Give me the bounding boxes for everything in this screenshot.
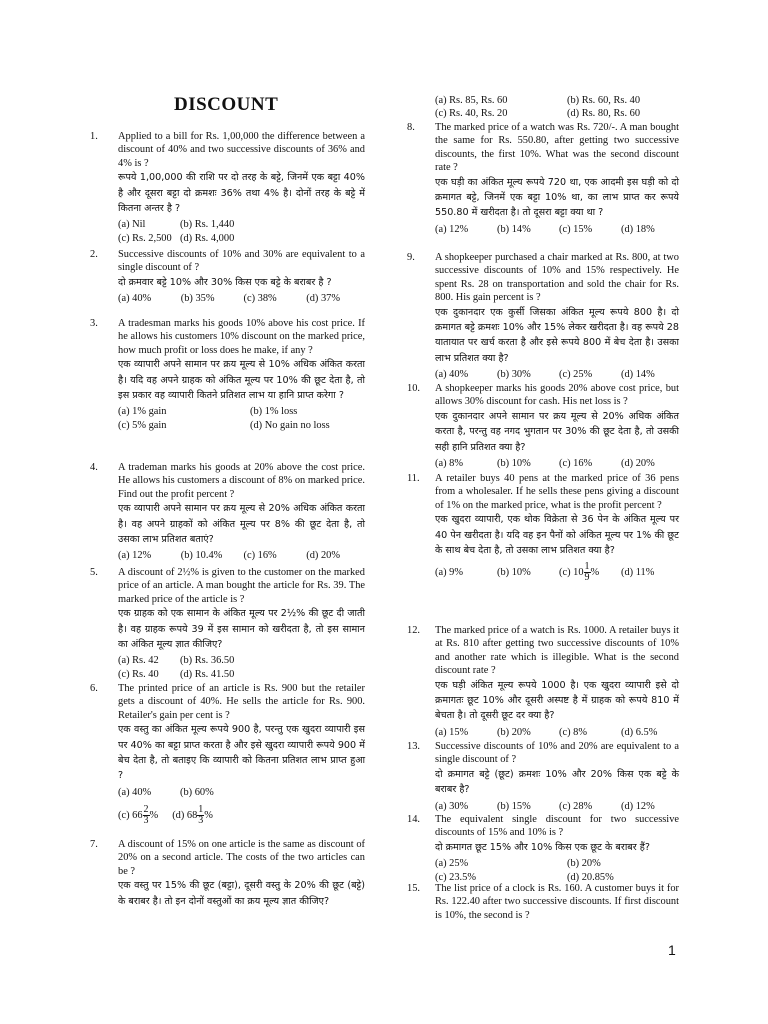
question-text-en: The marked price of a watch was Rs. 720/-. A man bought the same for Rs. 550.80, after getting two successive discounts, the first 10%. What was the second discount rate ?	[435, 122, 679, 174]
option-a: (a) 12%	[435, 223, 469, 235]
question-number: 2.	[90, 249, 98, 260]
option-c: (c) 28%	[559, 800, 593, 812]
option-d	[172, 805, 213, 826]
option-b: (b) Rs. 36.50	[180, 655, 235, 667]
option-d: (d) 20%	[621, 458, 655, 470]
options	[435, 223, 679, 236]
option-d: (d) Rs. 80, Rs. 60	[567, 108, 641, 120]
options	[118, 405, 365, 432]
question-number: 11.	[407, 473, 420, 484]
option-d: (d) No gain no loss	[250, 419, 330, 431]
option-d: (d) 14%	[621, 369, 655, 381]
options-fraction	[118, 805, 365, 826]
denominator: 9	[584, 572, 590, 584]
question-number: 14.	[407, 814, 420, 825]
question-text-hi: दो क्रमवार बट्टे 10% और 30% किस एक बट्टे के बराबर है ?	[118, 276, 332, 288]
question-text-hi: एक घड़ी अंकित मूल्य रूपये 1000 है। एक खुदरा व्यापारी इसे दो क्रमागतः छूट 10% और दूसरी अस्पष्ट है में ग्राहक को रूपये 810 में बेचता है। तो दूसरी छूट दर क्या है?	[435, 679, 679, 722]
question-text-en: A tradesman marks his goods 10% above his cost price. If he allows his customers 10% discount on the marked price, how much profit or loss does he make, if any ?	[118, 318, 365, 356]
option-d: (d) 6.5%	[621, 726, 658, 738]
denominator: 3	[143, 815, 149, 827]
question-text-hi: रूपये 1,00,000 की राशि पर दो तरह के बट्टे, जिनमें एक बट्टा 40% है और दूसरा बट्टा दो क्रमशः 36% तथा 4% है। दोनों तरह के बट्टे में कितना अन्तर है ?	[118, 172, 365, 215]
option-c: (c) Rs. 40	[118, 668, 159, 680]
options	[435, 457, 679, 470]
numerator: 1	[584, 561, 590, 573]
question-text-en: A discount of 15% on one article is the same as discount of 20% on a second article. The costs of the two articles can be ?	[118, 839, 365, 877]
denominator: 3	[198, 815, 204, 827]
option-d: (d) 20%	[306, 550, 341, 562]
options	[118, 654, 365, 681]
question-text-hi: एक व्यापारी अपने सामान पर क्रय मूल्य से 20% अधिक अंकित करता है। वह अपने ग्राहकों को अंकित मूल्य पर 8% की छूट देता है, तो उसका लाभ प्रतिशत बताएं?	[118, 503, 365, 546]
option-c: (c) 15%	[559, 223, 593, 235]
option-a: (a) 40%	[435, 369, 469, 381]
options	[435, 368, 679, 381]
question-text-en: The marked price of a watch is Rs. 1000. A retailer buys it at Rs. 810 after getting two successive discounts of 10% and another rate which is illegible. What is the second discount rate ?	[435, 625, 679, 677]
question-number: 15.	[407, 883, 420, 894]
option-b: (b) 15%	[497, 800, 531, 812]
percent-sign: %	[590, 567, 600, 579]
option-d: (d) Rs. 4,000	[180, 232, 235, 244]
question-text-en: Successive discounts of 10% and 20% are equivalent to a single discount of ?	[435, 741, 679, 766]
numerator: 1	[198, 804, 204, 816]
question-number: 10.	[407, 383, 420, 394]
question-number: 1.	[90, 131, 98, 142]
option-c	[118, 805, 158, 826]
option-d: (d) 18%	[621, 223, 655, 235]
option-d-whole: (d) 68	[172, 810, 198, 822]
question-text-hi: एक वस्तु पर 15% की छूट (बट्टा), दूसरी वस्तु के 20% की छूट (बट्टे) के बराबर है। तो इन दोनों वस्तुओं का क्रय मूल्य ज्ञात कीजिए?	[118, 880, 365, 907]
option-d: (d) 11%	[621, 567, 655, 579]
options	[118, 786, 365, 799]
option-a: (a) 15%	[435, 726, 469, 738]
question-text-en: A discount of 2½% is given to the customer on the marked price of an article. A man bought the article for Rs. 39. The marked price of the article is ?	[118, 567, 365, 605]
question-number: 9.	[407, 252, 415, 263]
option-a: (a) Rs. 85, Rs. 60	[435, 95, 508, 106]
question-text-hi: एक दुकानदार अपने सामान पर क्रय मूल्य से 20% अधिक अंकित करता है, परन्तु वह नगद भुगतान पर 30% की छूट देता है, तो उसकी सही हानि प्रतिशत क्या है?	[435, 410, 679, 453]
option-a: (a) 40%	[118, 293, 152, 305]
option-b: (b) 35%	[180, 293, 215, 305]
question-number: 5.	[90, 567, 98, 578]
option-d: (d) Rs. 41.50	[180, 668, 235, 680]
option-a: (a) Nil	[118, 219, 146, 231]
option-a: (a) Rs. 42	[118, 655, 159, 667]
options	[435, 562, 679, 583]
option-b: (b) 10%	[497, 458, 531, 470]
option-c-fraction	[584, 562, 591, 583]
options	[435, 800, 679, 813]
option-c: (c) 25%	[559, 369, 593, 381]
options	[435, 726, 679, 739]
question-text-en: A retailer buys 40 pens at the marked price of 36 pens from a wholesaler. If he sells these pens giving a discount of 1% on the marked price, what is the profit percent ?	[435, 473, 679, 511]
option-c: (c) 38%	[243, 293, 277, 305]
question-number: 8.	[407, 122, 415, 133]
option-c: (c) 8%	[559, 726, 587, 738]
question-text-en: Successive discounts of 10% and 30% are equivalent to a single discount of ?	[118, 249, 365, 274]
option-b: (b) 14%	[497, 223, 531, 235]
option-c: (c) 5% gain	[118, 419, 167, 431]
question-text-hi: एक दुकानदार एक कुर्सी जिसका अंकित मूल्य रूपये 800 है। दो क्रमागत बट्टे क्रमशः 10% और 15% लेकर खरीदता है। वह रूपये 28 यातायात पर खर्च करता है और इसे रूपये 800 में बेच देता है। उसका लाभ प्रतिशत क्या है?	[435, 306, 679, 364]
option-b: (b) Rs. 60, Rs. 40	[567, 95, 641, 106]
question-number: 3.	[90, 318, 98, 329]
option-b: (b) 30%	[497, 369, 531, 381]
option-a: (a) 25%	[435, 858, 469, 870]
options	[118, 218, 365, 245]
option-c-whole: (c) 66	[118, 810, 143, 822]
option-b: (b) 10%	[497, 567, 531, 579]
question-number: 7.	[90, 839, 98, 850]
option-b: (b) Rs. 1,440	[180, 219, 235, 231]
option-b: (b) 20%	[567, 858, 601, 870]
question-text-hi: एक खुदरा व्यापारी, एक थोक विक्रेता से 36 पेन के अंकित मूल्य पर 40 पेन खरीदता है। यदि वह इन पैनों को अंकित मूल्य पर 1% की छूट के साथ बेच देता है, तो उसका लाभ प्रतिशत क्या है?	[435, 514, 679, 557]
question-text-en: A trademan marks his goods at 20% above the cost price. He allows his customers a discount of 8% on marked price. Find out the profit percent ?	[118, 462, 365, 500]
option-d: (d) 20.85%	[567, 871, 614, 883]
question-text-hi: एक व्यापारी अपने सामान पर क्रय मूल्य से 10% अधिक अंकित करता है। यदि वह अपने ग्राहक को अंकित मूल्य पर 10% की छूट देता है, तो इस प्रकार वह व्यापारी कितने प्रतिशत लाभ या हानि प्राप्त करेगा ?	[118, 359, 365, 402]
option-b: (b) 20%	[497, 726, 531, 738]
percent-sign: %	[149, 810, 159, 822]
options	[118, 549, 365, 562]
option-a: (a) 8%	[435, 458, 463, 470]
option-b: (b) 10.4%	[180, 550, 223, 562]
options	[435, 857, 679, 884]
page-title: DISCOUNT	[174, 94, 279, 115]
question-number: 12.	[407, 625, 420, 636]
option-c: (c) 23.5%	[435, 871, 476, 883]
option-a: (a) 30%	[435, 800, 469, 812]
question-number: 6.	[90, 683, 98, 694]
question-number: 4.	[90, 462, 98, 473]
percent-sign: %	[204, 810, 213, 822]
option-d: (d) 37%	[306, 293, 341, 305]
question-text-hi: दो क्रमागत बट्टे (छूट) क्रमशः 10% और 20% किस एक बट्टे के बराबर है?	[435, 768, 679, 796]
question-text-en: The printed price of an article is Rs. 900 but the retailer gets a discount of 40%. He sells the article for Rs. 900. Retailer's gain per cent is ?	[118, 683, 365, 721]
option-a: (a) 40%	[118, 786, 152, 798]
option-c-fraction	[143, 805, 150, 826]
question-text-en: Applied to a bill for Rs. 1,00,000 the difference between a discount of 40% and two successive discounts of 36% and 4% is ?	[118, 131, 365, 169]
question-text-en: A shopkeeper marks his goods 20% above cost price, but allows 30% discount for cash. His net loss is ?	[435, 383, 679, 408]
question-number: 13.	[407, 741, 420, 752]
question-text-hi: एक ग्राहक को एक सामान के अंकित मूल्य पर 2½% की छूट दी जाती है। वह ग्राहक रूपये 39 में इस सामान को खरीदता है, तो इस सामान का अंकित मूल्य ज्ञात कीजिए?	[118, 608, 365, 651]
question-text-en: The equivalent single discount for two successive discounts of 15% and 10% is ?	[435, 814, 679, 839]
page-number: 1	[668, 942, 676, 958]
question-text-hi: एक वस्तु का अंकित मूल्य रूपये 900 है, परन्तु एक खुदरा व्यापारी इस पर 40% का बट्टा प्राप्त करता है और इसे खुदरा व्यापारी रूपये 900 में बेच देता है, तो बताइए कि व्यापारी को कितना प्रतिशत लाभ प्राप्त हुआ ?	[118, 724, 365, 782]
option-a: (a) 9%	[435, 567, 463, 579]
options	[118, 292, 365, 305]
numerator: 2	[143, 804, 149, 816]
option-c: (c) 16%	[559, 458, 593, 470]
option-c: (c) 16%	[243, 550, 277, 562]
option-c-whole: (c) 10	[559, 567, 584, 579]
question-text-en: A shopkeeper purchased a chair marked at Rs. 800, at two successive discounts of 10% and 15% respectively. He spent Rs. 28 on transportation and sold the chair for Rs. 800. His gain percent is ?	[435, 252, 679, 304]
option-c: (c) Rs. 40, Rs. 20	[435, 108, 508, 120]
question-text-en: The list price of a clock is Rs. 160. A customer buys it for Rs. 122.40 after two successive discounts. If first discount is 10%, the second is ?	[435, 883, 679, 921]
option-c	[559, 562, 617, 583]
question-text-hi: एक घड़ी का अंकित मूल्य रूपये 720 था, एक आदमी इस घड़ी को दो क्रमागत बट्टे, जिनमें एक बट्टा 10% था, का लाभ प्राप्त कर रूपये 550.80 में खरीदता है। तो दूसरा बट्टा क्या था ?	[435, 176, 679, 219]
question-7-options	[435, 94, 685, 121]
option-d: (d) 12%	[621, 800, 655, 812]
options	[435, 94, 685, 121]
option-b: (b) 60%	[180, 786, 214, 798]
option-b: (b) 1% loss	[250, 406, 298, 418]
option-a: (a) 12%	[118, 550, 152, 562]
option-c: (c) Rs. 2,500	[118, 232, 172, 244]
option-a: (a) 1% gain	[118, 406, 167, 418]
question-text-hi: दो क्रमागत छूट 15% और 10% किस एक छूट के बराबर हैं?	[435, 841, 650, 853]
